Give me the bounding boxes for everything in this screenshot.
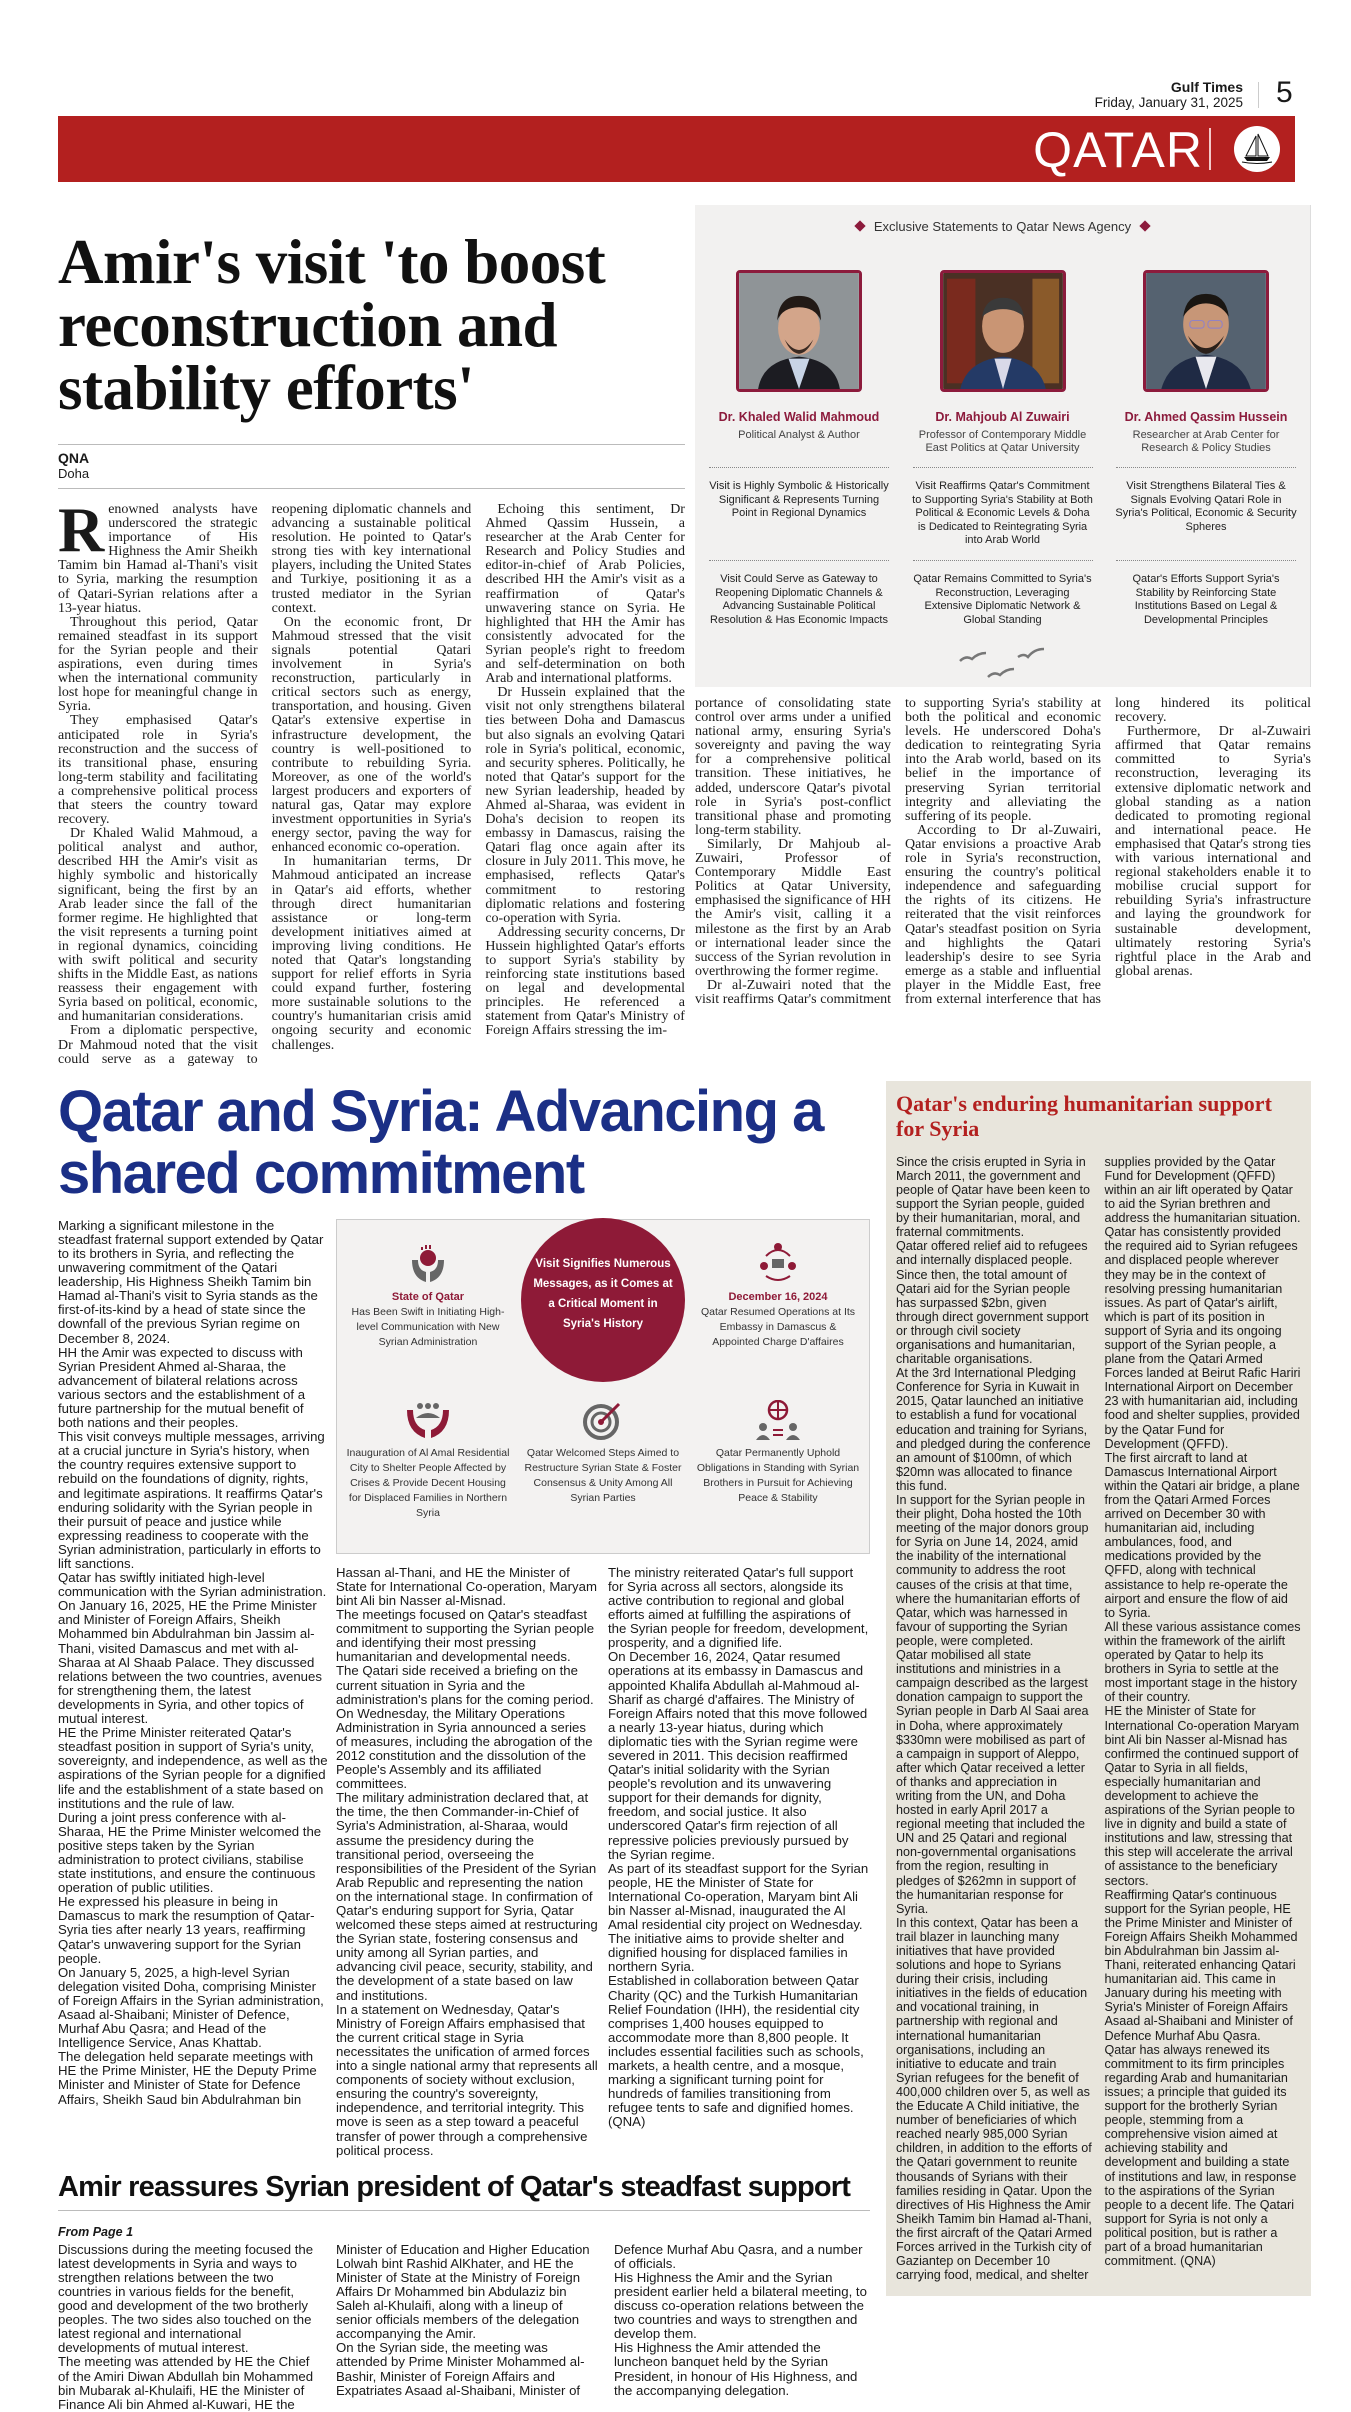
message-item	[520, 1400, 686, 1506]
message-item	[345, 1242, 511, 1350]
birds-icon	[958, 647, 1048, 679]
message-item-text: Qatar Permanently Uphold Obligations in Standing with Syrian Brothers in Pursuit for Achieving Peace & Stability	[696, 1446, 860, 1504]
message-item	[345, 1400, 511, 1521]
message-item	[695, 1400, 861, 1506]
expert-card	[907, 270, 1099, 641]
sidebar-body	[896, 1155, 1301, 2283]
paragraph: HE the Minister of State for International Co-operation Maryam bint Ali bin Nasser al-Misnad has confirmed the continued support of Qatar to Syria in all fields, especially humanitarian and development to achieve the aspirations of the Syrian people to live in dignity and build a state of institutions and law, stressing that this step will accelerate the arrival of assistance to the beneficiary sectors.	[1104, 1704, 1300, 1888]
target-icon	[583, 1400, 623, 1440]
paragraph: The meeting was attended by HE the Chief of the Amiri Diwan Abdullah bin Mohammed bin Mubarak al-Khulaifi, HE the Minister of Finance Ali bin Ahmed al-Kuwari, HE the Minister of Education and Higher Education Lolwah bint Rashid AlKhater, and HE the Minister of State at the Ministry of Foreign Affairs Dr Mohammed bin Abdulaziz bin Saleh al-Khulaifi, along with a lineup of senior officials members of the delegation accompanying the Amir.	[58, 2241, 590, 2412]
paragraph: Qatar offered relief aid to refugees and internally displaced people. Since then, the total amount of Qatari aid for the Syrian people has surpassed $2bn, given through direct government support or through civil society organisations and humanitarian, charitable organisations.	[896, 1239, 1089, 1367]
dotted-divider	[913, 560, 1093, 561]
third-article-body	[58, 2243, 870, 2412]
paragraph: On the Syrian side, the meeting was attended by Prime Minister Mohammed al-Bashir, Minister of Foreign Affairs and Expatriates Asaad al-Shaibani, Minister of Defence Murhaf Abu Qasra, and a number of officials.	[336, 2241, 863, 2398]
humanitarian-sidebar	[886, 1081, 1311, 2297]
continued-from-label: From Page 1	[58, 2224, 134, 2239]
expert-photo	[736, 270, 862, 392]
paragraph: In humanitarian terms, Dr Mahmoud anticipated an increase in Qatar's aid efforts, whether through direct humanitarian assistance or long-term development initiatives aimed at improving living conditions. He noted that Qatar's longstanding support for relief efforts in Syria could expand further, fostering more sustainable solutions to the country's humanitarian crisis amid ongoing security and economic challenges.	[271, 854, 472, 1053]
paragraph: Established in collaboration between Qatar Charity (QC) and the Turkish Humanitarian Relief Foundation (IHH), the residential city comprises 1,400 houses equipped to accommodate more than 8,800 people. It includes essential facilities such as schools, markets, a health centre, and a mosque, marking a significant turning point for hundreds of families transitioning from refugee tents to safe and dignified homes. (QNA)	[608, 1973, 864, 2130]
message-item-text: Inauguration of Al Amal Residential City to Shelter People Affected by Crises & Provide Decent Housing for Displaced Families in Northern Syria	[346, 1446, 510, 1519]
message-item-title: December 16, 2024	[728, 1290, 828, 1303]
dotted-divider	[709, 560, 889, 561]
paragraph: Marking a significant milestone in the steadfast fraternal support extended by Qatar to its brothers in Syria, and reflecting the unwavering commitment of the Qatari leadership, His Highness Sheikh Tamim bin Hamad al-Thani's visit to Syria stands as the first-of-its-kind by a head of state since the downfall of the previous Syrian regime on December 8, 2024.	[58, 1217, 324, 1346]
expert-statement: Qatar Remains Committed to Syria's Reconstruction, Leveraging Extensive Diplomatic Network & Global Standing	[913, 573, 1092, 626]
sheltering-hands-icon	[405, 1400, 451, 1440]
paragraph: His Highness the Amir attended the luncheon banquet held by the Syrian President, in honour of His Highness, and the accompanying delegation.	[614, 2340, 858, 2398]
dotted-divider	[709, 467, 889, 468]
dotted-divider	[913, 467, 1093, 468]
paragraph: He expressed his pleasure in being in Damascus to mark the resumption of Qatar-Syria ties after nearly 13 years, reaffirming Qatar's unwavering support for the Syrian people.	[58, 1894, 315, 1966]
second-article-lower-columns	[336, 1566, 870, 2158]
second-article	[58, 1219, 870, 2158]
dhow-logo-icon	[1234, 126, 1280, 172]
paragraph: Furthermore, Dr al-Zuwairi affirmed that Qatar remains committed to Syria's reconstruction, leveraging its extensive diplomatic network and global standing as a nation dedicated to promoting regional and international peace. He emphasised that Qatar's strong ties with various international and regional stakeholders enable it to mobilise crucial support for rebuilding Syria's infrastructure and laying the groundwork for sustainable development, ultimately restoring Syria's rightful place in the Arab and global arenas.	[1115, 724, 1311, 979]
message-item-text: Has Been Swift in Initiating High-level Communication with New Syrian Administration	[351, 1305, 505, 1348]
message-item-text: Qatar Resumed Operations at Its Embassy in Damascus & Appointed Charge D'affaires	[700, 1305, 856, 1348]
sidebar-title: Qatar's enduring humanitarian support for Syria	[896, 1090, 1272, 1141]
paragraph: Dr Hussein explained that the visit not only strengthens bilateral ties between Doha and Damascus but also signals an evolving Qatari role in Syria's political, economic, and security spheres. Politically, he noted that Qatar's support for the new Syrian leadership, headed by Ahmed al-Sharaa, was evident in Doha's decision to reopen its embassy in Damascus, raising the Qatari flag once again after its closure in July 2011. This move, he emphasised, reflects Qatar's commitment to restoring diplomatic relations and fostering co-operation with Syria.	[485, 685, 685, 926]
paragraph: From a diplomatic perspective, Dr Mahmoud noted that the visit could serve as a gateway to reopening diplomatic channels and advancing a sustainable political resolution. He pointed to Qatar's strong ties with key international players, including the United States and Turkiye, positioning it as a trusted mediator in the Syrian context.	[58, 502, 472, 1067]
paragraph: The meetings focused on Qatar's steadfast commitment to supporting the Syrian people and identifying their most pressing humanitarian and developmental needs.	[336, 1607, 595, 1665]
second-article-col-2	[336, 1566, 598, 2158]
paragraph: Throughout this period, Qatar remained steadfast in its support for the Syrian people and their aspirations, even during times when the international community lost hope for meaningful change in Syria.	[58, 614, 258, 715]
paragraph: On January 5, 2025, a high-level Syrian delegation visited Doha, comprising Minister of Foreign Affairs in the Syrian administration, Asaad al-Shaibani; Minister of Defence, Murhaf Abu Qasra; and Head of the Intelligence Service, Anas Khattab.	[58, 1964, 324, 2051]
expert-title: Professor of Contemporary Middle East Politics at Qatar University	[918, 429, 1087, 454]
lower-section	[58, 1078, 1311, 2412]
graphic-header-text: Exclusive Statements to Qatar News Agency	[873, 219, 1132, 234]
second-article-col-3	[608, 1566, 870, 2130]
byline	[58, 444, 685, 489]
paragraph: All these various assistance comes within the framework of the airlift operated by Qatar to help its brothers in Syria to settle at the most important stage in the history of their country.	[1104, 1619, 1301, 1705]
top-article-body	[58, 494, 685, 1067]
paragraph: The military administration declared that, at the time, the then Commander-in-Chief of Syria's Administration, al-Sharaa, would assume the presidency during the transitional period, overseeing the responsibilities of the President of the Syrian Arab Republic and representing the nation on the international stage. In confirmation of Qatar's enduring support for Syria, Qatar welcomed these steps aimed at restructuring the Syrian state, fostering consensus and unity among all Syrian parties, and advancing civil peace, security, stability, and the development of a state based on law and institutions.	[336, 1790, 598, 2003]
paragraph: On Wednesday, the Military Operations Administration in Syria announced a series of measures, including the abrogation of the 2012 constitution and the dissolution of the People's Assembly and its affiliated committees.	[336, 1705, 593, 1792]
paragraph: According to Dr al-Zuwairi, Qatar envisions a proactive Arab role in Syria's reconstruction, ensuring the country's political independence and safeguarding the rights of its citizens. He reiterated that the visit reinforces Qatar's steadfast position on Syria and highlights the Qatari leadership's desire to see Syria emerge as a stable and influential player in the Middle East, free from external interference that has long hindered its political recovery.	[905, 696, 1311, 1007]
paragraph: Hassan al-Thani, and HE the Minister of State for International Co-operation, Maryam bint Ali bin Nasser al-Misnad.	[336, 1564, 597, 1608]
lower-left-block	[58, 1078, 870, 2412]
dotted-divider	[1116, 467, 1296, 468]
paragraph: HH the Amir was expected to discuss with Syrian President Ahmed al-Sharaa, the advancement of bilateral relations across various sectors and the establishment of a future partnership for the mutual benefit of both nations and their peoples.	[58, 1344, 306, 1431]
paragraph: Renowned analysts have underscored the strategic importance of His Highness the Amir Sheikh Tamim bin Hamad al-Thani's visit to Syria, marking the resumption of Qatari-Syrian relations after a 13-year hiatus.	[58, 494, 258, 616]
top-section	[58, 205, 1311, 1067]
paragraph: This visit conveys multiple messages, arriving at a crucial juncture in Syria's history, when the country requires extensive support to rebuild on the foundations of dignity, rights, and legitimate aspirations. It reaffirms Qatar's enduring solidarity with the Syrian people in their pursuit of peace and justice while expressing readiness to cooperate with the Syrian administration, particularly in efforts to lift sanctions.	[58, 1429, 325, 1571]
expert-statement: Visit Strengthens Bilateral Ties & Signals Evolving Qatari Role in Syria's Political, Economic & Security Spheres	[1115, 480, 1297, 533]
graphic-header	[695, 219, 1310, 234]
top-article	[58, 205, 685, 1067]
top-article-body-continued	[695, 697, 1311, 1007]
second-article-right	[336, 1219, 870, 2158]
paragraph: Similarly, Dr Mahjoub al-Zuwairi, Professor of Contemporary Middle East Politics at Qatar University, emphasised the significance of HH the Amir's visit, calling it a milestone as the first by an Arab or international leader since the success of the Syrian revolution in overthrowing the former regime.	[695, 836, 891, 979]
paragraph: The delegation held separate meetings with HE the Prime Minister, HE the Deputy Prime Minister and Minister of State for Defence Affairs, Sheikh Saud bin Abdulrahman bin	[58, 2049, 317, 2107]
message-item-text: Qatar Welcomed Steps Aimed to Restructure Syrian State & Foster Consensus & Unity Among All Syrian Parties	[524, 1446, 682, 1504]
section-title: QATAR	[1033, 122, 1203, 178]
paragraph: Echoing this sentiment, Dr Ahmed Qassim Hussein, a researcher at the Arab Center for Research and Policy Studies and editor-in-chief of Arab Policies, described HH the Amir's visit as a reaffirmation of Qatar's unwavering stance on Syria. He highlighted that HH the Amir has consistently advocated for the Syrian people's right to freedom and self-determination on both Arab and international platforms.	[485, 502, 685, 687]
expert-name: Dr. Khaled Walid Mahmoud	[718, 410, 880, 424]
paragraph: As part of its steadfast support for the Syrian people, HE the Minister of State for International Co-operation, Maryam bint Ali bin Nasser al-Misnad, inaugurated the Al Amal residential city project on Wednesday. The initiative aims to provide shelter and dignified housing for displaced families in northern Syria.	[608, 1860, 869, 1975]
global-exchange-icon	[755, 1400, 801, 1440]
second-headline: Qatar and Syria: Advancing a shared commitment	[58, 1078, 823, 1206]
third-headline: Amir reassures Syrian president of Qatar's steadfast support	[58, 2170, 851, 2203]
center-message: Visit Signifies Numerous Messages, as it Comes at a Critical Moment in Syria's History	[521, 1218, 685, 1382]
newspaper-name: Gulf Times	[1170, 79, 1243, 95]
paragraph: His Highness the Amir and the Syrian president earlier held a bilateral meeting, to discuss co-operation relations between the two countries and ways to strengthen and develop them.	[614, 2269, 867, 2342]
message-item-title: State of Qatar	[391, 1290, 465, 1303]
paragraph: portance of consolidating state control over arms under a unified national army, ensuring Syria's sovereignty and paving the way for a comprehensive political transition. These initiatives, he added, underscore Qatar's pivotal role in Syria's post-conflict transitional phase and promoting long-term stability.	[695, 696, 891, 838]
expert-name: Dr. Mahjoub Al Zuwairi	[935, 410, 1070, 424]
top-right-block	[695, 205, 1311, 1007]
expert-card	[703, 270, 895, 641]
expert-photo	[940, 270, 1066, 392]
main-headline: Amir's visit 'to boost reconstruction and stability efforts'	[58, 227, 606, 423]
paragraph: Dr al-Zuwairi noted that the visit reaffirms Qatar's commitment to supporting Syria's stability at both the political and economic levels. He underscored Doha's dedication to reintegrating Syria into the Arab world, based on its belief in the importance of preserving Syrian territorial integrity and alleviating the suffering of its people.	[695, 696, 1101, 1007]
helping-hands-icon	[408, 1242, 448, 1284]
paragraph: On the economic front, Dr Mahmoud stressed that the visit signals potential Qatari involvement in Syria's reconstruction, particularly in critical sectors such as energy, transportation, and housing. Given Qatar's extensive expertise in infrastructure development, the country is well-positioned to contribute to rebuilding Syria. Moreover, as one of the world's largest producers and exporters of natural gas, Qatar may explore investment opportunities in Syria's energy sector, paving the way for enhanced economic co-operation.	[271, 614, 472, 856]
paragraph: Qatar has always renewed its commitment to its firm principles regarding Arab and humanitarian issues; a principle that guided its support for the brotherly Syrian people, stemming from a comprehensive vision aimed at achieving stability and development and building a state of institutions and law, in response to the aspirations of the Syrian people to a decent life. The Qatari support for Syria is not only a political position, but is rather a part of a broad humanitarian commitment. (QNA)	[1104, 2042, 1297, 2269]
expert-title: Researcher at Arab Center for Research & Policy Studies	[1132, 429, 1280, 454]
paragraph: At the 3rd International Pledging Conference for Syria in Kuwait in 2015, Qatar launched an initiative to establish a fund for vocational education and training for Syrians, and pledged during the conference an amount of $100mn, of which $20mn was allocated to finance this fund.	[896, 1366, 1091, 1493]
paragraph: They emphasised Qatar's anticipated role in Syria's reconstruction and the success of its transitional phase, ensuring long-term stability and facilitating a comprehensive political process that steers the country toward recovery.	[58, 713, 258, 828]
expert-statement: Visit is Highly Symbolic & Historically Significant & Represents Turning Point in Regional Dynamics	[709, 480, 889, 519]
expert-name: Dr. Ahmed Qassim Hussein	[1124, 410, 1288, 424]
paragraph: HE the Prime Minister reiterated Qatar's steadfast position in support of Syria's unity, sovereignty, and independence, as well as the aspirations of the Syrian people for a dignified life and the establishment of a state based on institutions and the rule of law.	[58, 1725, 328, 1811]
paragraph: The Qatari side received a briefing on the current situation in Syria and the administration's plans for the coming period.	[336, 1663, 594, 1707]
paragraph: In a statement on Wednesday, Qatar's Ministry of Foreign Affairs emphasised that the current critical stage in Syria necessitates the unification of armed forces into a single national army that represents all components of society without exclusion, ensuring the country's sovereignty, independence, and territorial integrity. This move is seen as a step toward a peaceful transfer of power through a comprehensive political process.	[336, 2001, 598, 2158]
expert-title: Political Analyst & Author	[738, 429, 860, 441]
second-article-col-1	[58, 1219, 328, 2107]
byline-agency: QNA	[58, 450, 90, 466]
paragraph: In support for the Syrian people in their plight, Doha hosted the 10th meeting of the major donors group for Syria on June 14, 2024, amid the inability of the international community to address the root causes of the crisis at that time, where the humanitarian efforts of Qatar, which was harnessed in favour of supporting the Syrian people, were completed.	[896, 1493, 1089, 1648]
paragraph: Qatar mobilised all state institutions and ministries in a campaign described as the largest donation campaign to support the Syrian people in Darb Al Saai area in Doha, where approximately $330mn were mobilised as part of a campaign in support of Aleppo, after which Qatar received a letter of thanks and appreciation in writing from the UN, and Doha hosted in early April 2017 a regional meeting that included the UN and 25 Qatari and regional non-governmental organisations from the region, resulting in pledges of $262mn in support of the humanitarian response for Syria.	[896, 1648, 1089, 1916]
paragraph: Addressing security concerns, Dr Hussein highlighted Qatar's efforts to support Syria's stability by reinforcing state institutions based on legal and developmental principles. He referenced a statement from Qatar's Ministry of Foreign Affairs stressing the im-	[485, 924, 685, 1039]
paragraph: The ministry reiterated Qatar's full support for Syria across all sectors, alongside its active contribution to regional and global efforts aimed at fulfilling the aspirations of the Syrian people for freedom, development, prosperity, and a dignified life.	[608, 1564, 869, 1651]
paragraph: Qatar has consistently provided the required aid to Syrian refugees and displaced people wherever they may be in the context of resolving pressing humanitarian issues. As part of Qatar's airlift, which is part of its position in support of Syria and its ongoing support of the Syrian people, a plane from the Qatari Armed Forces landed at Beirut Rafic Hariri International Airport on December 23 with humanitarian aid, including food and shelter supplies, provided by the Qatar Fund for Development (QFFD).	[1104, 1225, 1301, 1451]
banner-divider	[1209, 128, 1211, 170]
expert-card	[1110, 270, 1302, 641]
paragraph: Qatar has swiftly initiated high-level communication with the Syrian administration. On January 16, 2025, HE the Prime Minister and Minister of Foreign Affairs, Sheikh Mohammed bin Abdulrahman bin Jassim al-Thani, visited Damascus and met with al-Sharaa at Al Shaab Palace. They discussed relations between the two countries, avenues for strengthening them, the latest developments in Syria, and other topics of mutual interest.	[58, 1570, 327, 1727]
paragraph: Discussions during the meeting focused the latest developments in Syria and ways to strengthen relations between the two countries in various fields for the benefit, good and development of the two brotherly peoples. The two sides also touched on the latest regional and international developments of mutual interest.	[58, 2241, 314, 2356]
expert-statement: Qatar's Efforts Support Syria's Stability by Reinforcing State Institutions Based on Legal & Developmental Principles	[1132, 573, 1280, 626]
experts-row	[695, 270, 1310, 641]
expert-statement: Visit Could Serve as Gateway to Reopening Diplomatic Channels & Advancing Sustainable Political Resolution & Has Economic Impacts	[710, 573, 888, 626]
masthead-divider	[1258, 82, 1259, 108]
paragraph: Dr Khaled Walid Mahmoud, a political analyst and author, described HH the Amir's visit as highly symbolic and historically significant, being the first by an Arab leader since the fall of the former regime. He highlighted that the visit represents a turning point in regional dynamics, coinciding with swift political and security shifts in the Middle East, as nations reassess their engagement with Syria based on political, economic, and humanitarian considerations.	[58, 826, 258, 1025]
issue-date: Friday, January 31, 2025	[1094, 95, 1243, 110]
message-item	[695, 1242, 861, 1350]
page-content	[58, 205, 1311, 2412]
expert-statement: Visit Reaffirms Qatar's Commitment to Supporting Syria's Stability at Both Political & Economic Levels & Doha is Dedicated to Reintegrating Syria into Arab World	[912, 480, 1093, 546]
paragraph: Reaffirming Qatar's continuous support for the Syrian people, HE the Prime Minister and Minister of Foreign Affairs Sheikh Mohammed bin Abdulrahman bin Jassim al-Thani, reiterated enhancing Qatari humanitarian aid. This came in January during his meeting with Syria's Minister of Foreign Affairs Asaad al-Shaibani and Minister of Defence Murhaf Abu Qasra.	[1104, 1887, 1298, 2043]
dotted-divider	[1116, 560, 1296, 561]
network-people-icon	[758, 1242, 798, 1284]
byline-place: Doha	[58, 466, 90, 481]
paragraph: During a joint press conference with al-Sharaa, HE the Prime Minister welcomed the positive steps taken by the Syrian administration to protect civilians, stabilise state institutions, and ensure the continuous operation of public utilities.	[58, 1809, 322, 1896]
section-banner	[58, 116, 1295, 182]
paragraph: Since the crisis erupted in Syria in March 2011, the government and people of Qatar have been keen to support the Syrian people, guided by their humanitarian, moral, and fraternal commitments.	[896, 1154, 1090, 1240]
messages-graphic	[336, 1219, 870, 1554]
paragraph: On December 16, 2024, Qatar resumed operations at its embassy in Damascus and appointed Khalifa Abdullah al-Mahmoud al-Sharif as chargé d'affaires. The Ministry of Foreign Affairs noted that this move followed a nearly 13-year hiatus, during which diplomatic ties with the Syrian regime were severed in 2011. This decision reaffirmed Qatar's initial solidarity with the Syrian people's revolution and its unwavering support for their demands for dignity, freedom, and social justice. It also underscored Qatar's firm rejection of all repressive policies previously pursued by the Syrian regime.	[608, 1649, 868, 1862]
headline-rule	[58, 2210, 870, 2211]
diamond-icon	[854, 220, 865, 231]
paragraph: In this context, Qatar has been a trail blazer in launching many initiatives that have provided solutions and hope to Syrians during their crisis, including initiatives in the fields of education and vocational training, in partnership with regional and international humanitarian organisations, including an initiative to educate and train Syrian refugees for the benefit of 400,000 children over 5, as well as the Educate A Child initiative, the number of beneficiaries of which reached nearly 985,000 Syrian children, in addition to the efforts of the Qatari government to reunite thousands of Syrians with their families residing in Qatar. Upon the directives of His Highness the Amir Sheikh Tamim bin Hamad al-Thani, the first aircraft of the Qatari Armed Forces arrived in the Turkish city of Gaziantep on December 10 carrying food, medical, and shelter supplies provided by the Qatar Fund for Development (QFFD) within an air lift operated by Qatar to aid the Syrian brethren and address the humanitarian situation.	[896, 1154, 1301, 2283]
page-number: 5	[1276, 76, 1293, 109]
diamond-icon	[1139, 220, 1150, 231]
expert-photo	[1143, 270, 1269, 392]
expert-statements-graphic	[695, 205, 1311, 687]
paragraph: The first aircraft to land at Damascus International Airport within the Qatari air bridge, a plane from the Qatari Armed Forces arrived on December 30 with humanitarian aid, including ambulances, food, and medications provided by the QFFD, along with technical assistance to help re-operate the airport and ensure the flow of aid to Syria.	[1104, 1450, 1300, 1620]
